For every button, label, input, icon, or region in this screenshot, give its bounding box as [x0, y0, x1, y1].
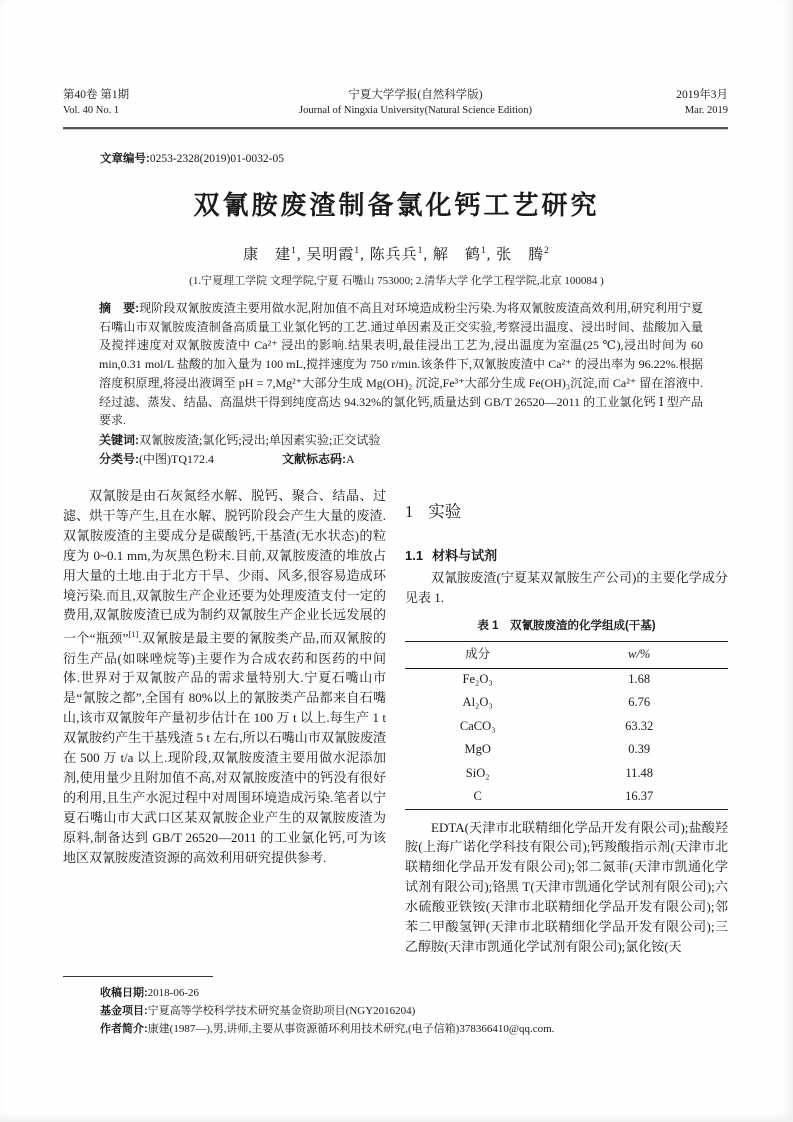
author: 陈兵兵 [369, 247, 418, 263]
author-affiliation-mark: 1 [480, 246, 487, 256]
author-bio-note [100, 1020, 705, 1038]
author-separator: , [423, 247, 429, 263]
volume-issue [63, 88, 213, 118]
author-list [0, 243, 793, 264]
abstract-text: 现阶段双氰胺废渣主要用做水泥,附加值不高且对环境造成粉尘污染.为将双氰胺废渣高效利用,研究利用宁夏石嘴山市双氰胺废渣制备高质量工业氯化钙的工艺.通过单因素及正交实验,考察浸出温度、浸出时间、盐酸加入量及搅拌速度对双氰胺废渣中 Ca²⁺ 浸出的影响.结果表明,最佳浸出工艺为,浸出温度为室温(25 ℃),浸出时间为 60 min,0.31 mol/L 盐酸的加入量为 100 mL,搅拌速度为 750 r/min.该条件下,双氰胺废渣中 Ca²⁺ 的浸出率为 96.22%.根据溶度积原理,将浸出液调至 pH = 7,Mg²⁺大部分生成 Mg(OH)₂ 沉淀,Fe³⁺大部分生成 Fe(OH)₃沉淀,而 Ca²⁺ 留在溶液中.经过滤、蒸发、结晶、高温烘干得到纯度高达 94.32%的氯化钙,质量达到 GB/T 26520—2011 的工业氯化钙 Ⅰ 型产品要求. [99, 301, 703, 428]
author-affiliation-mark: 1 [354, 246, 361, 256]
article-number-label: 文章编号: [100, 153, 150, 165]
section-title: 实验 [428, 502, 462, 521]
section-heading-1 [405, 502, 728, 522]
table-row [405, 786, 728, 810]
materials-paragraph: 双氰胺废渣(宁夏某双氰胺生产公司)的主要化学成分见表 1. [405, 569, 728, 605]
funding-label: 基金项目: [100, 1005, 148, 1017]
component-cell: CaCO₃ [459, 718, 496, 733]
table-row [405, 739, 728, 763]
intro-text-2: .双氰胺是最主要的氰胺类产品,而双氰胺的衍生产品(如咪唑烷等)主要作为合成农药和医药的中间体.世界对于双氰胺产品的需求量特别大.宁夏石嘴山市是“氰胺之都”,全国有 80%以上的氰胺类产品都来自石嘴山,该市双氰胺年产量初步估计在 100 万 t 以上.每生产 1 t 双氰胺约产生干基残渣 5 t 左右,所以石嘴山市双氰胺废渣在 500 万 t/a 以上.现阶段,双氰胺废渣主要用做水泥添加剂,使用量少且附加值不高,对双氰胺废渣中的钙没有很好的利用,且生产水泥过程中对周围环境造成污染.笔者以宁夏石嘴山市大武口区某双氰胺企业产生的双氰胺废渣为原料,制备达到 GB/T 26520—2011 的工业氯化钙,可为该地区双氰胺废渣资源的高效利用研究提供参考. [63, 630, 386, 865]
author: 解 鹤 [432, 247, 481, 263]
abstract-label: 摘 要: [99, 301, 140, 315]
footnotes [100, 984, 705, 1038]
table-row [405, 762, 728, 786]
value-cell: 16.37 [625, 789, 654, 804]
issue-date [618, 88, 728, 118]
table-row [405, 715, 728, 739]
author: 张 腾 [496, 247, 545, 263]
column-header-component: 成分 [405, 641, 550, 668]
reagents-paragraph: EDTA(天津市北联精细化学品开发有限公司);盐酸羟胺(上海广诺化学科技有限公司);钙羧酸指示剂(天津市北联精细化学品开发有限公司);邻二氮菲(天津市凯通化学试剂有限公司);铬黑 T(天津市凯通化学试剂有限公司);六水硫酸亚铁铵(天津市北联精细化学品开发有限公司);邻苯二甲酸氢钾(天津市北联精细化学品开发有限公司);三乙醇胺(天津市凯通化学试剂有限公司);氯化铵(天 [405, 819, 728, 954]
author-bio-value: 康建(1987—),男,讲师,主要从事资源循环利用技术研究,(电子信箱)378366410@qq.com. [147, 1023, 555, 1035]
funding-value: 宁夏高等学校科学技术研究基金资助项目(NGY2016204) [147, 1005, 416, 1017]
footnote-divider [63, 976, 213, 977]
affiliation: (1.宁夏理工学院 文理学院,宁夏 石嘴山 753000; 2.清华大学 化学工程学院,北京 100084 ) [189, 275, 604, 287]
table1-caption: 表 1 双氰胺废渣的化学组成(干基) [477, 619, 656, 632]
received-date-value: 2018-06-26 [147, 987, 199, 999]
abstract-block [99, 299, 703, 468]
subsection-title: 材料与试剂 [432, 547, 498, 563]
author: 吴明霞 [306, 247, 355, 263]
right-column [405, 486, 728, 957]
author-affiliation-mark: 1 [417, 246, 424, 256]
journal-masthead [63, 88, 728, 118]
issue-date-cn: 2019年3月 [676, 89, 728, 101]
keywords [99, 431, 703, 450]
masthead-divider [63, 127, 728, 130]
section-heading-1-1 [405, 546, 728, 566]
author-separator: , [360, 247, 365, 263]
section-number: 1 [405, 502, 414, 521]
funding-note [100, 1002, 705, 1020]
value-cell: 6.76 [628, 695, 651, 710]
author-affiliation-mark: 2 [544, 246, 550, 256]
classification [99, 450, 703, 469]
value-cell: 11.48 [625, 765, 653, 780]
component-cell: C [473, 789, 482, 804]
intro-paragraph [63, 486, 386, 868]
keywords-text: 双氰胺废渣;氯化钙;浸出;单因素实验;正交试验 [139, 432, 381, 447]
author-bio-label: 作者简介: [100, 1023, 148, 1035]
citation-ref: [1] [128, 629, 139, 640]
abstract [99, 299, 703, 430]
volume-issue-cn: 第40卷 第1期 [63, 89, 130, 101]
classification-value: (中图)TQ172.4 [139, 451, 214, 466]
keywords-label: 关键词: [99, 432, 139, 447]
left-column [63, 486, 386, 868]
author: 康 建 [243, 247, 292, 263]
table-row [405, 692, 728, 716]
table-row [405, 668, 728, 692]
value-cell: 0.39 [628, 742, 651, 757]
article-number [100, 150, 284, 166]
subsection-number: 1.1 [405, 547, 424, 563]
received-date-note [100, 984, 705, 1002]
volume-issue-en: Vol. 40 No. 1 [63, 105, 120, 116]
intro-text-1: 双氰胺是由石灰氮经水解、脱钙、聚合、结晶、过滤、烘干等产生,且在水解、脱钙阶段会产生大量的废渣.双氰胺废渣的主要成分是碳酸钙,干基渣(无水状态)的粒度为 0~0.1 mm,为灰黑色粉末.目前,双氰胺废渣的堆放占用大量的土地.由于北方干旱、少雨、风多,很容易造成环境污染.而且,双氰胺生产企业还要为处理废渣支付一定的费用,双氰胺废渣已成为制约双氰胺生产企业长远发展的一个“瓶颈” [63, 488, 386, 646]
table-header-row [405, 641, 728, 668]
component-cell: MgO [464, 742, 491, 757]
journal-name [213, 88, 618, 118]
classification-label: 分类号: [99, 451, 139, 466]
component-cell: Al₂O₃ [462, 695, 493, 710]
author-separator: , [296, 247, 302, 263]
doc-code-label: 文献标志码: [282, 451, 346, 466]
value-cell: 63.32 [625, 718, 654, 733]
author-affiliation-mark: 1 [291, 246, 297, 256]
journal-name-en: Journal of Ningxia University(Natural Science Edition) [299, 105, 532, 116]
article-number-value: 0253-2328(2019)01-0032-05 [149, 153, 284, 165]
received-date-label: 收稿日期: [100, 987, 148, 999]
component-cell: Fe₂O₃ [462, 672, 493, 687]
column-header-mass-fraction: w/% [550, 641, 728, 668]
component-cell: SiO₂ [465, 765, 490, 780]
author-separator: , [486, 247, 492, 263]
doc-code-value: A [346, 451, 355, 466]
table1 [405, 641, 728, 810]
page-title: 双氰胺废渣制备氯化钙工艺研究 [193, 191, 600, 220]
value-cell: 1.68 [628, 672, 651, 687]
journal-name-cn: 宁夏大学学报(自然科学版) [348, 89, 483, 101]
issue-date-en: Mar. 2019 [684, 105, 728, 116]
